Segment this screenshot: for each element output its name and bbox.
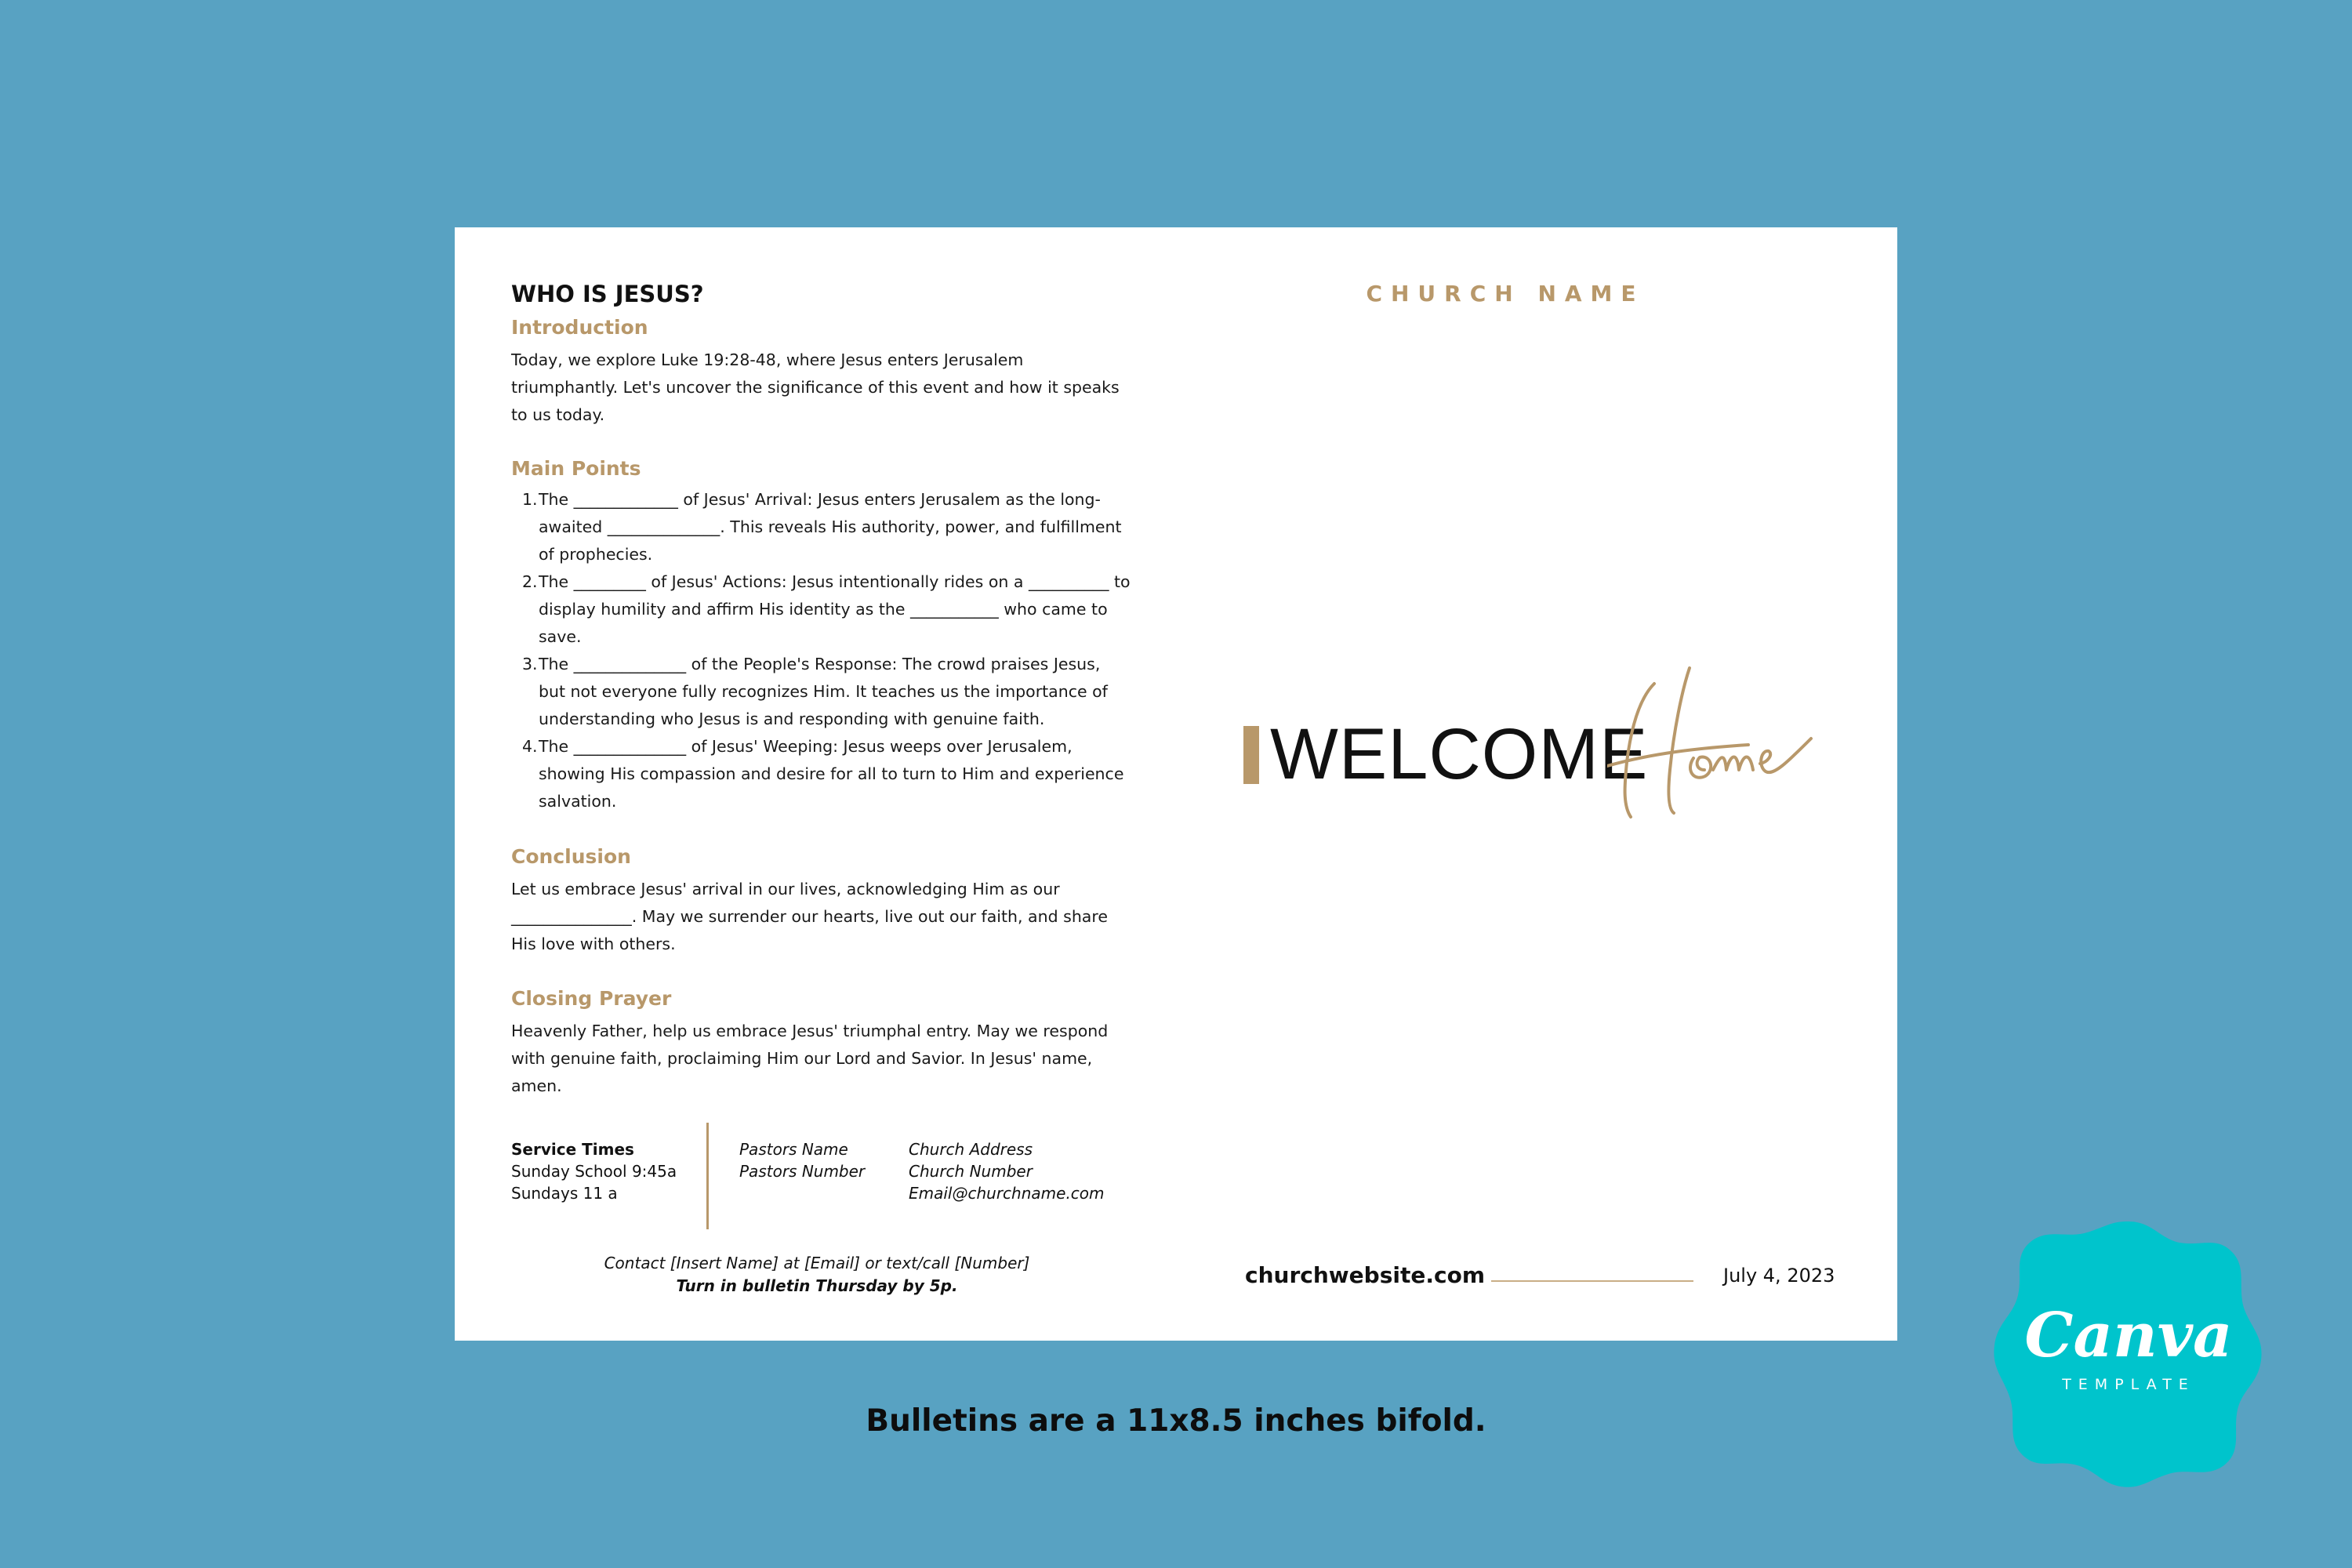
closing-prayer-text: Heavenly Father, help us embrace Jesus' triumphal entry. May we respond with genuine faith, proclaiming Him our Lord and Savior. In Jesus' name, amen. — [511, 1022, 1109, 1095]
welcome-text: WELCOME — [1270, 714, 1649, 794]
conclusion-text: Let us embrace Jesus' arrival in our lives, acknowledging Him as our _______________. May we surrender our hearts, live out our faith, and share His love with others. — [511, 880, 1108, 953]
point-text: The _________ of Jesus' Actions: Jesus intentionally rides on a __________ to display humility and affirm His identity as the ___________ who came to save. — [539, 572, 1131, 646]
contact-note — [511, 1252, 1123, 1298]
sermon-title: WHO IS JESUS? — [511, 281, 704, 307]
service-time-1: Sunday School 9:45a — [511, 1162, 677, 1181]
badge-logo-text: Canva — [2024, 1300, 2233, 1371]
conclusion-heading: Conclusion — [511, 845, 631, 868]
list-item: 1. The _____________ of Jesus' Arrival: Jesus enters Jerusalem as the long-awaited ______________. This reveals His authority, power, and fulfillment of prophecies. — [522, 490, 1122, 564]
closing-prayer-heading: Closing Prayer — [511, 987, 672, 1010]
home-script-lettering — [1607, 660, 1842, 833]
bulletin-deadline: Turn in bulletin Thursday by 5p. — [676, 1276, 958, 1295]
bulletin-date: July 4, 2023 — [1723, 1265, 1835, 1287]
decorative-line — [1491, 1280, 1693, 1282]
service-times-heading: Service Times — [511, 1140, 634, 1159]
bulletin-caption: Bulletins are a 11x8.5 inches bifold. — [866, 1403, 1486, 1439]
church-email: Email@churchname.com — [909, 1184, 1105, 1203]
point-text: The _____________ of Jesus' Arrival: Jesus enters Jerusalem as the long-awaited ______________. This reveals His authority, power, and fulfillment of prophecies. — [539, 490, 1122, 564]
point-text: The ______________ of the People's Response: The crowd praises Jesus, but not everyone fully recognizes Him. It teaches us the importance of understanding who Jesus is and responding with genuine faith. — [539, 655, 1108, 728]
bulletin-sheet — [455, 227, 1897, 1341]
pastor-info — [739, 1138, 865, 1182]
list-item: 4. The ______________ of Jesus' Weeping: Jesus weeps over Jerusalem, showing His compassion and desire for all to turn to Him and experience salvation. — [522, 737, 1124, 811]
welcome-accent-bar — [1243, 726, 1259, 784]
divider — [706, 1123, 709, 1229]
main-points-list — [511, 486, 1131, 815]
main-points-heading: Main Points — [511, 457, 641, 480]
contact-line: Contact [Insert Name] at [Email] or text/call [Number] — [604, 1254, 1030, 1272]
canva-template-badge — [1991, 1215, 2266, 1490]
pastor-name: Pastors Name — [739, 1140, 848, 1159]
church-number: Church Number — [909, 1162, 1033, 1181]
church-info-block — [511, 1123, 1138, 1232]
list-item: 3. The ______________ of the People's Response: The crowd praises Jesus, but not everyone fully recognizes Him. It teaches us the importance of understanding who Jesus is and responding with genuine faith. — [522, 655, 1108, 728]
list-item: 2. The _________ of Jesus' Actions: Jesus intentionally rides on a __________ to display humility and affirm His identity as the ___________ who came to save. — [522, 572, 1131, 646]
service-times — [511, 1138, 677, 1204]
church-address: Church Address — [909, 1140, 1033, 1159]
pastor-number: Pastors Number — [739, 1162, 866, 1181]
church-name: CHURCH NAME — [1366, 281, 1645, 307]
service-time-2: Sundays 11 a — [511, 1184, 618, 1203]
church-website: churchwebsite.com — [1245, 1262, 1485, 1288]
introduction-text: Today, we explore Luke 19:28-48, where Jesus enters Jerusalem triumphantly. Let's uncover the significance of this event and how it speaks to us today. — [511, 350, 1120, 424]
badge-sub-text: TEMPLATE — [2062, 1376, 2195, 1393]
point-text: The ______________ of Jesus' Weeping: Jesus weeps over Jerusalem, showing His compassion and desire for all to turn to Him and experience salvation. — [539, 737, 1124, 811]
introduction-heading: Introduction — [511, 316, 648, 339]
church-contact — [909, 1138, 1105, 1204]
